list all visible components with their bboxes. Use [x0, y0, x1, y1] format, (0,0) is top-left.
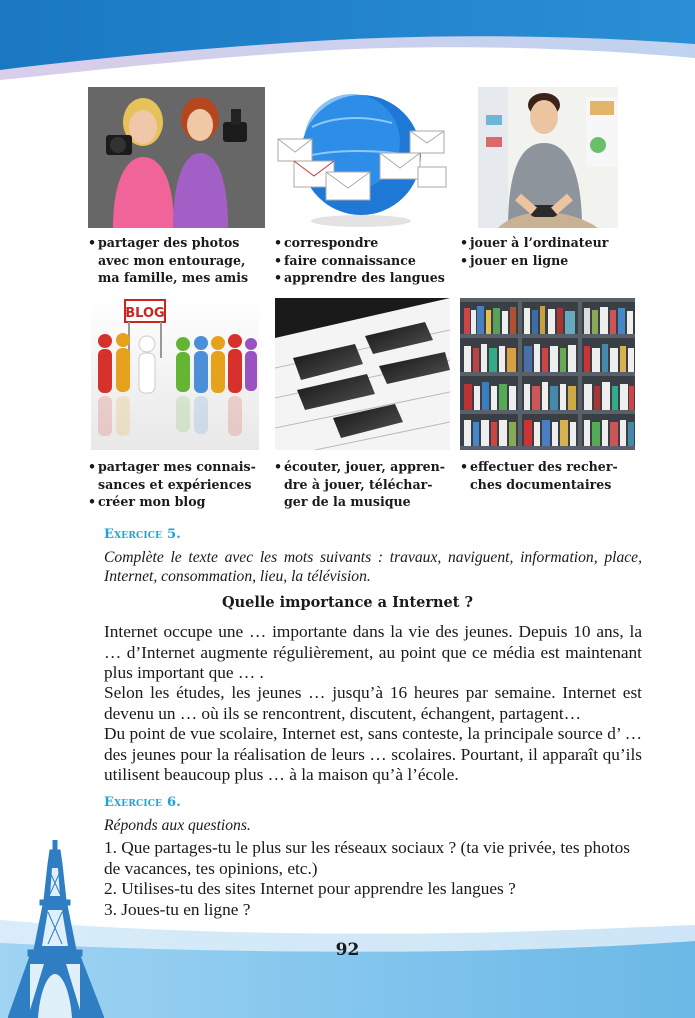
photo-piano: [275, 298, 450, 450]
caption-item: • partager mes connais-sances et expériences: [88, 458, 260, 493]
exercise-6-title: Exercice 6.: [104, 795, 181, 810]
caption-research: [460, 458, 625, 493]
caption-item: • correspondre: [274, 234, 454, 252]
question-item: 3. Joues-tu en ligne ?: [104, 899, 251, 919]
text-title: Quelle importance a Internet ?: [221, 594, 474, 611]
paragraph-3: [104, 724, 642, 786]
exercise-6-instruction: Réponds aux questions.: [104, 817, 251, 834]
eiffel-tower-icon: [8, 840, 104, 1018]
question-item: 2. Utilises-tu des sites Internet pour apprendre les langues ?: [104, 879, 516, 898]
caption-music: [274, 458, 452, 511]
caption-item: • jouer à l’ordinateur: [460, 234, 638, 252]
photo-library: [460, 298, 635, 450]
question-item: 1. Que partages-tu le plus sur les réseaux sociaux ? (ta vie privée, tes photos de vacances, tes opinions, etc.): [104, 838, 630, 878]
caption-item: • jouer en ligne: [460, 252, 638, 270]
caption-item: • faire connaissance: [274, 252, 454, 270]
caption-item: • effectuer des recher-ches documentaires: [460, 458, 625, 493]
paragraph-text: Du point de vue scolaire, Internet est, sans conteste, la principale source d’ … des jeunes pour la réalisation de leurs … scolaires. Pourtant, il apparaît qu’ils utilisent beaucoup plus … à la maison qu’à l’école.: [104, 724, 642, 784]
paragraph-text: Internet occupe une … importante dans la vie des jeunes. Depuis 10 ans, la … d’Internet augmente régulièrement, au point que ce média est maintenant plus important que … .: [104, 622, 642, 682]
exercise-5-instruction: Complète le texte avec les mots suivants : travaux, naviguent, information, place, Internet, consommation, lieu, la télévision.: [104, 549, 642, 585]
caption-item: • partager des photos avec mon entourage, ma famille, mes amis: [88, 234, 263, 287]
paragraph-text: Selon les études, les jeunes … jusqu’à 16 heures par semaine. Internet est devenu un … où ils se rencontrent, discutent, échangent, partagent…: [104, 683, 642, 723]
page-number: 92: [335, 940, 360, 960]
paragraph-1: [104, 622, 642, 684]
exercise-5-title: Exercice 5.: [104, 527, 181, 542]
caption-photos: [88, 234, 263, 287]
caption-item: • créer mon blog: [88, 493, 260, 511]
photo-globe-mail: [272, 87, 450, 228]
caption-item: • apprendre des langues: [274, 269, 454, 287]
paragraph-2: [104, 683, 642, 724]
header-band: [0, 0, 695, 92]
footer-band: [0, 905, 695, 1018]
blog-sign-text: BLOG: [125, 306, 165, 321]
caption-item: • écouter, jouer, appren-dre à jouer, téléchar-ger de la musique: [274, 458, 452, 511]
photo-boy-gamer: [478, 87, 618, 228]
caption-blog: [88, 458, 260, 511]
photo-blog: [91, 296, 259, 450]
photo-photographers: [88, 87, 265, 228]
caption-correspondence: [274, 234, 454, 287]
caption-gaming: [460, 234, 638, 269]
